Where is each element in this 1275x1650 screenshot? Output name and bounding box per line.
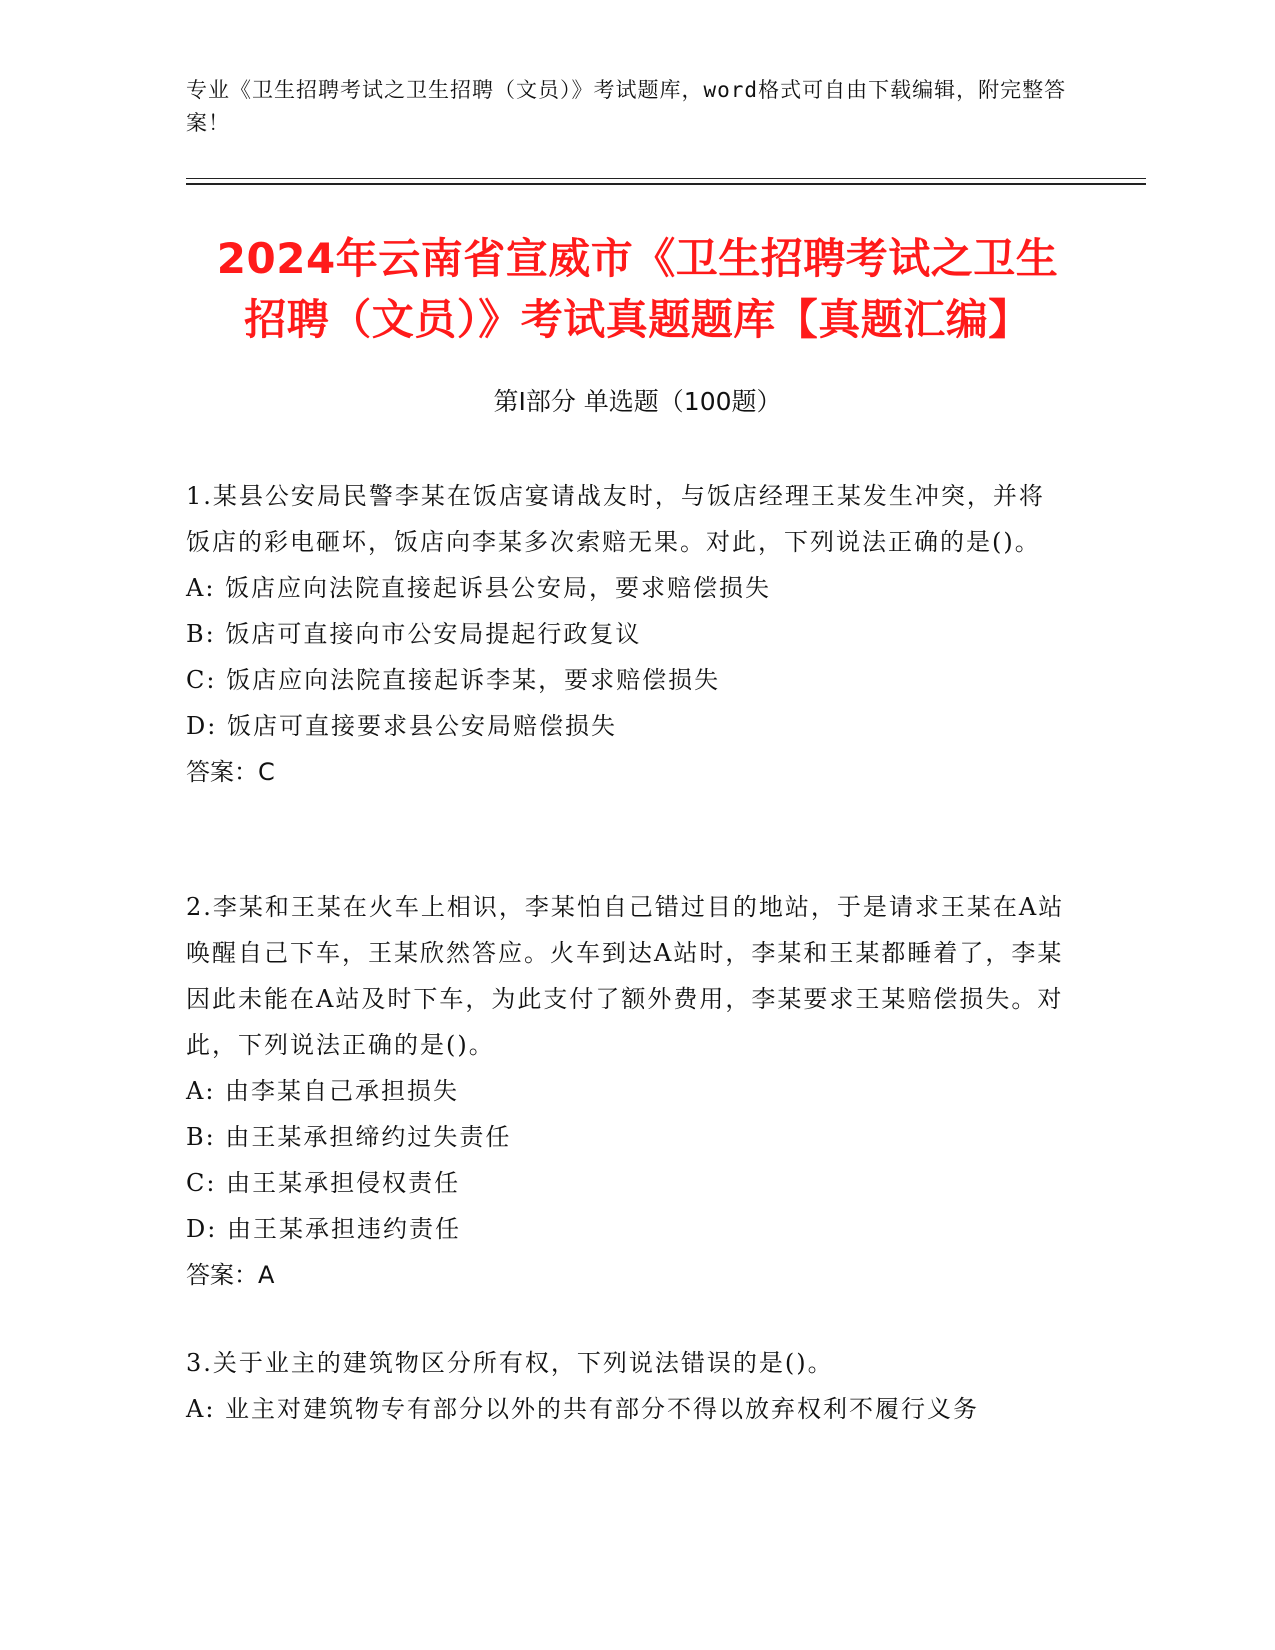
option-d: D: 由王某承担违约责任 bbox=[186, 1215, 461, 1243]
document-title bbox=[150, 228, 1125, 350]
answer-label: 答案：A bbox=[186, 1261, 275, 1289]
option-c: C: 由王某承担侵权责任 bbox=[186, 1169, 461, 1197]
option-a: A: 饭店应向法院直接起诉县公安局，要求赔偿损失 bbox=[186, 574, 772, 602]
section-heading: 第Ⅰ部分 单选题（100题） bbox=[493, 387, 782, 416]
document-title-line-2: 招聘（文员）》考试真题题库【真题汇编】 bbox=[244, 295, 1031, 344]
header-divider-thin bbox=[186, 178, 1146, 179]
option-c: C: 饭店应向法院直接起诉李某，要求赔偿损失 bbox=[186, 666, 721, 694]
question-2 bbox=[186, 884, 1066, 1298]
option-a: A: 由李某自己承担损失 bbox=[186, 1077, 460, 1105]
option-a: A: 业主对建筑物专有部分以外的共有部分不得以放弃权利不履行义务 bbox=[186, 1395, 980, 1423]
question-stem: 3.关于业主的建筑物区分所有权，下列说法错误的是()。 bbox=[186, 1349, 834, 1377]
question-3 bbox=[186, 1340, 1066, 1432]
document-title-line-1: 2024年云南省宣威市《卫生招聘考试之卫生 bbox=[216, 234, 1059, 283]
option-b: B: 饭店可直接向市公安局提起行政复议 bbox=[186, 620, 642, 648]
answer-label: 答案：C bbox=[186, 758, 275, 786]
option-b: B: 由王某承担缔约过失责任 bbox=[186, 1123, 512, 1151]
option-d: D: 饭店可直接要求县公安局赔偿损失 bbox=[186, 712, 617, 740]
question-stem: 2.李某和王某在火车上相识，李某怕自己错过目的地站，于是请求王某在A站唤醒自己下车，王某欣然答应。火车到达A站时，李某和王某都睡着了，李某因此未能在A站及时下车，为此支付了额外费用，李某要求王某赔偿损失。对此，下列说法正确的是()。 bbox=[186, 893, 1065, 1059]
question-1 bbox=[186, 473, 1066, 795]
header-divider-thick bbox=[186, 183, 1146, 185]
document-header-note: 专业《卫生招聘考试之卫生招聘（文员）》考试题库，word格式可自由下载编辑，附完整答案！ bbox=[186, 78, 1067, 135]
question-stem: 1.某县公安局民警李某在饭店宴请战友时，与饭店经理王某发生冲突，并将饭店的彩电砸坏，饭店向李某多次索赔无果。对此，下列说法正确的是()。 bbox=[186, 482, 1045, 556]
